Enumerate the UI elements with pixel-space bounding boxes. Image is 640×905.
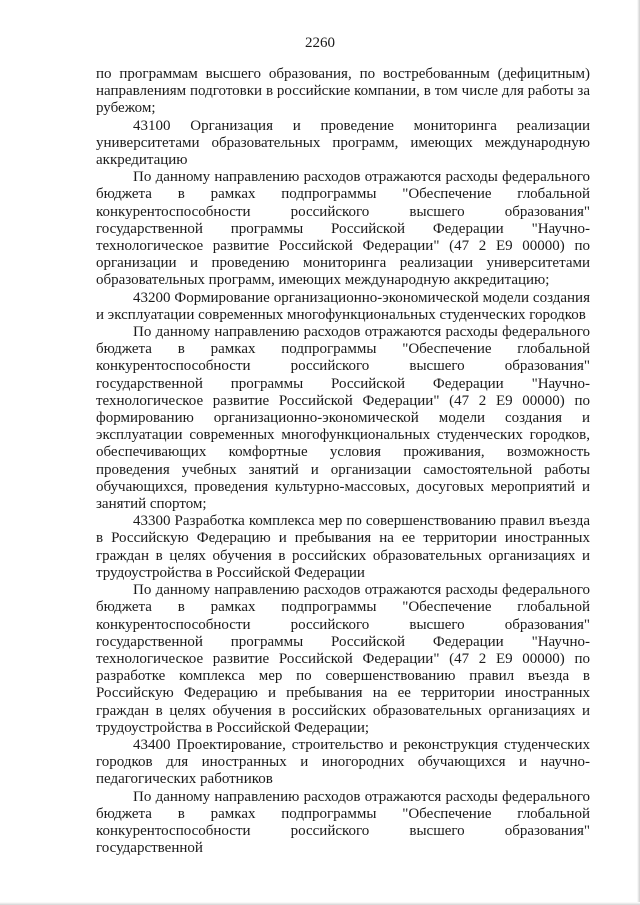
document-body xyxy=(96,66,590,857)
section-text-43400: По данному направлению расходов отражаются расходы федерального бюджета в рамках подпрограммы "Обеспечение глобальной конкурентоспособности российского высшего образования" государственной xyxy=(96,788,590,857)
section-heading-43100: 43100 Организация и проведение мониторинга реализации университетами образовательных программ, имеющих международную аккредитацию xyxy=(96,117,590,169)
section-text-43300: По данному направлению расходов отражаются расходы федерального бюджета в рамках подпрограммы "Обеспечение глобальной конкурентоспособности российского высшего образования" государственной программы Российской Федерации "Научно-технологическое развитие Российской Федерации" (47 2 Е9 00000) по разработке комплекса мер по совершенствованию правил въезда в Российскую Федерацию и пребывания на ее территории иностранных граждан в целях обучения в российских образовательных организациях и трудоустройства в Российской Федерации; xyxy=(96,582,590,736)
section-heading-43200: 43200 Формирование организационно-экономической модели создания и эксплуатации современных многофункциональных студенческих городков xyxy=(96,289,590,323)
paragraph-continuation: по программам высшего образования, по востребованным (дефицитным) направлениям подготовки в российские компании, в том числе для работы за рубежом; xyxy=(96,66,590,117)
section-heading-43400: 43400 Проектирование, строительство и реконструкция студенческих городков для иностранных и иногородних обучающихся и научно-педагогических работников xyxy=(96,736,590,788)
page-number: 2260 xyxy=(305,35,335,51)
section-heading-43300: 43300 Разработка комплекса мер по совершенствованию правил въезда в Российскую Федерацию и пребывания на ее территории иностранных граждан в целях обучения в российских образовательных организациях и трудоустройства в Российской Федерации xyxy=(96,513,590,581)
section-text-43200: По данному направлению расходов отражаются расходы федерального бюджета в рамках подпрограммы "Обеспечение глобальной конкурентоспособности российского высшего образования" государственной программы Российской Федерации "Научно-технологическое развитие Российской Федерации" (47 2 Е9 00000) по формированию организационно-экономической модели создания и эксплуатации современных многофункциональных студенческих городков, обеспечивающих комфортные условия проживания, возможность проведения учебных занятий и организации самостоятельной работы обучающихся, проведения культурно-массовых, досуговых мероприятий и занятий спортом; xyxy=(96,324,590,513)
section-text-43100: По данному направлению расходов отражаются расходы федерального бюджета в рамках подпрограммы "Обеспечение глобальной конкурентоспособности российского высшего образования" государственной программы Российской Федерации "Научно-технологическое развитие Российской Федерации" (47 2 Е9 00000) по организации и проведению мониторинга реализации университетами образовательных программ, имеющих международную аккредитацию; xyxy=(96,169,590,289)
